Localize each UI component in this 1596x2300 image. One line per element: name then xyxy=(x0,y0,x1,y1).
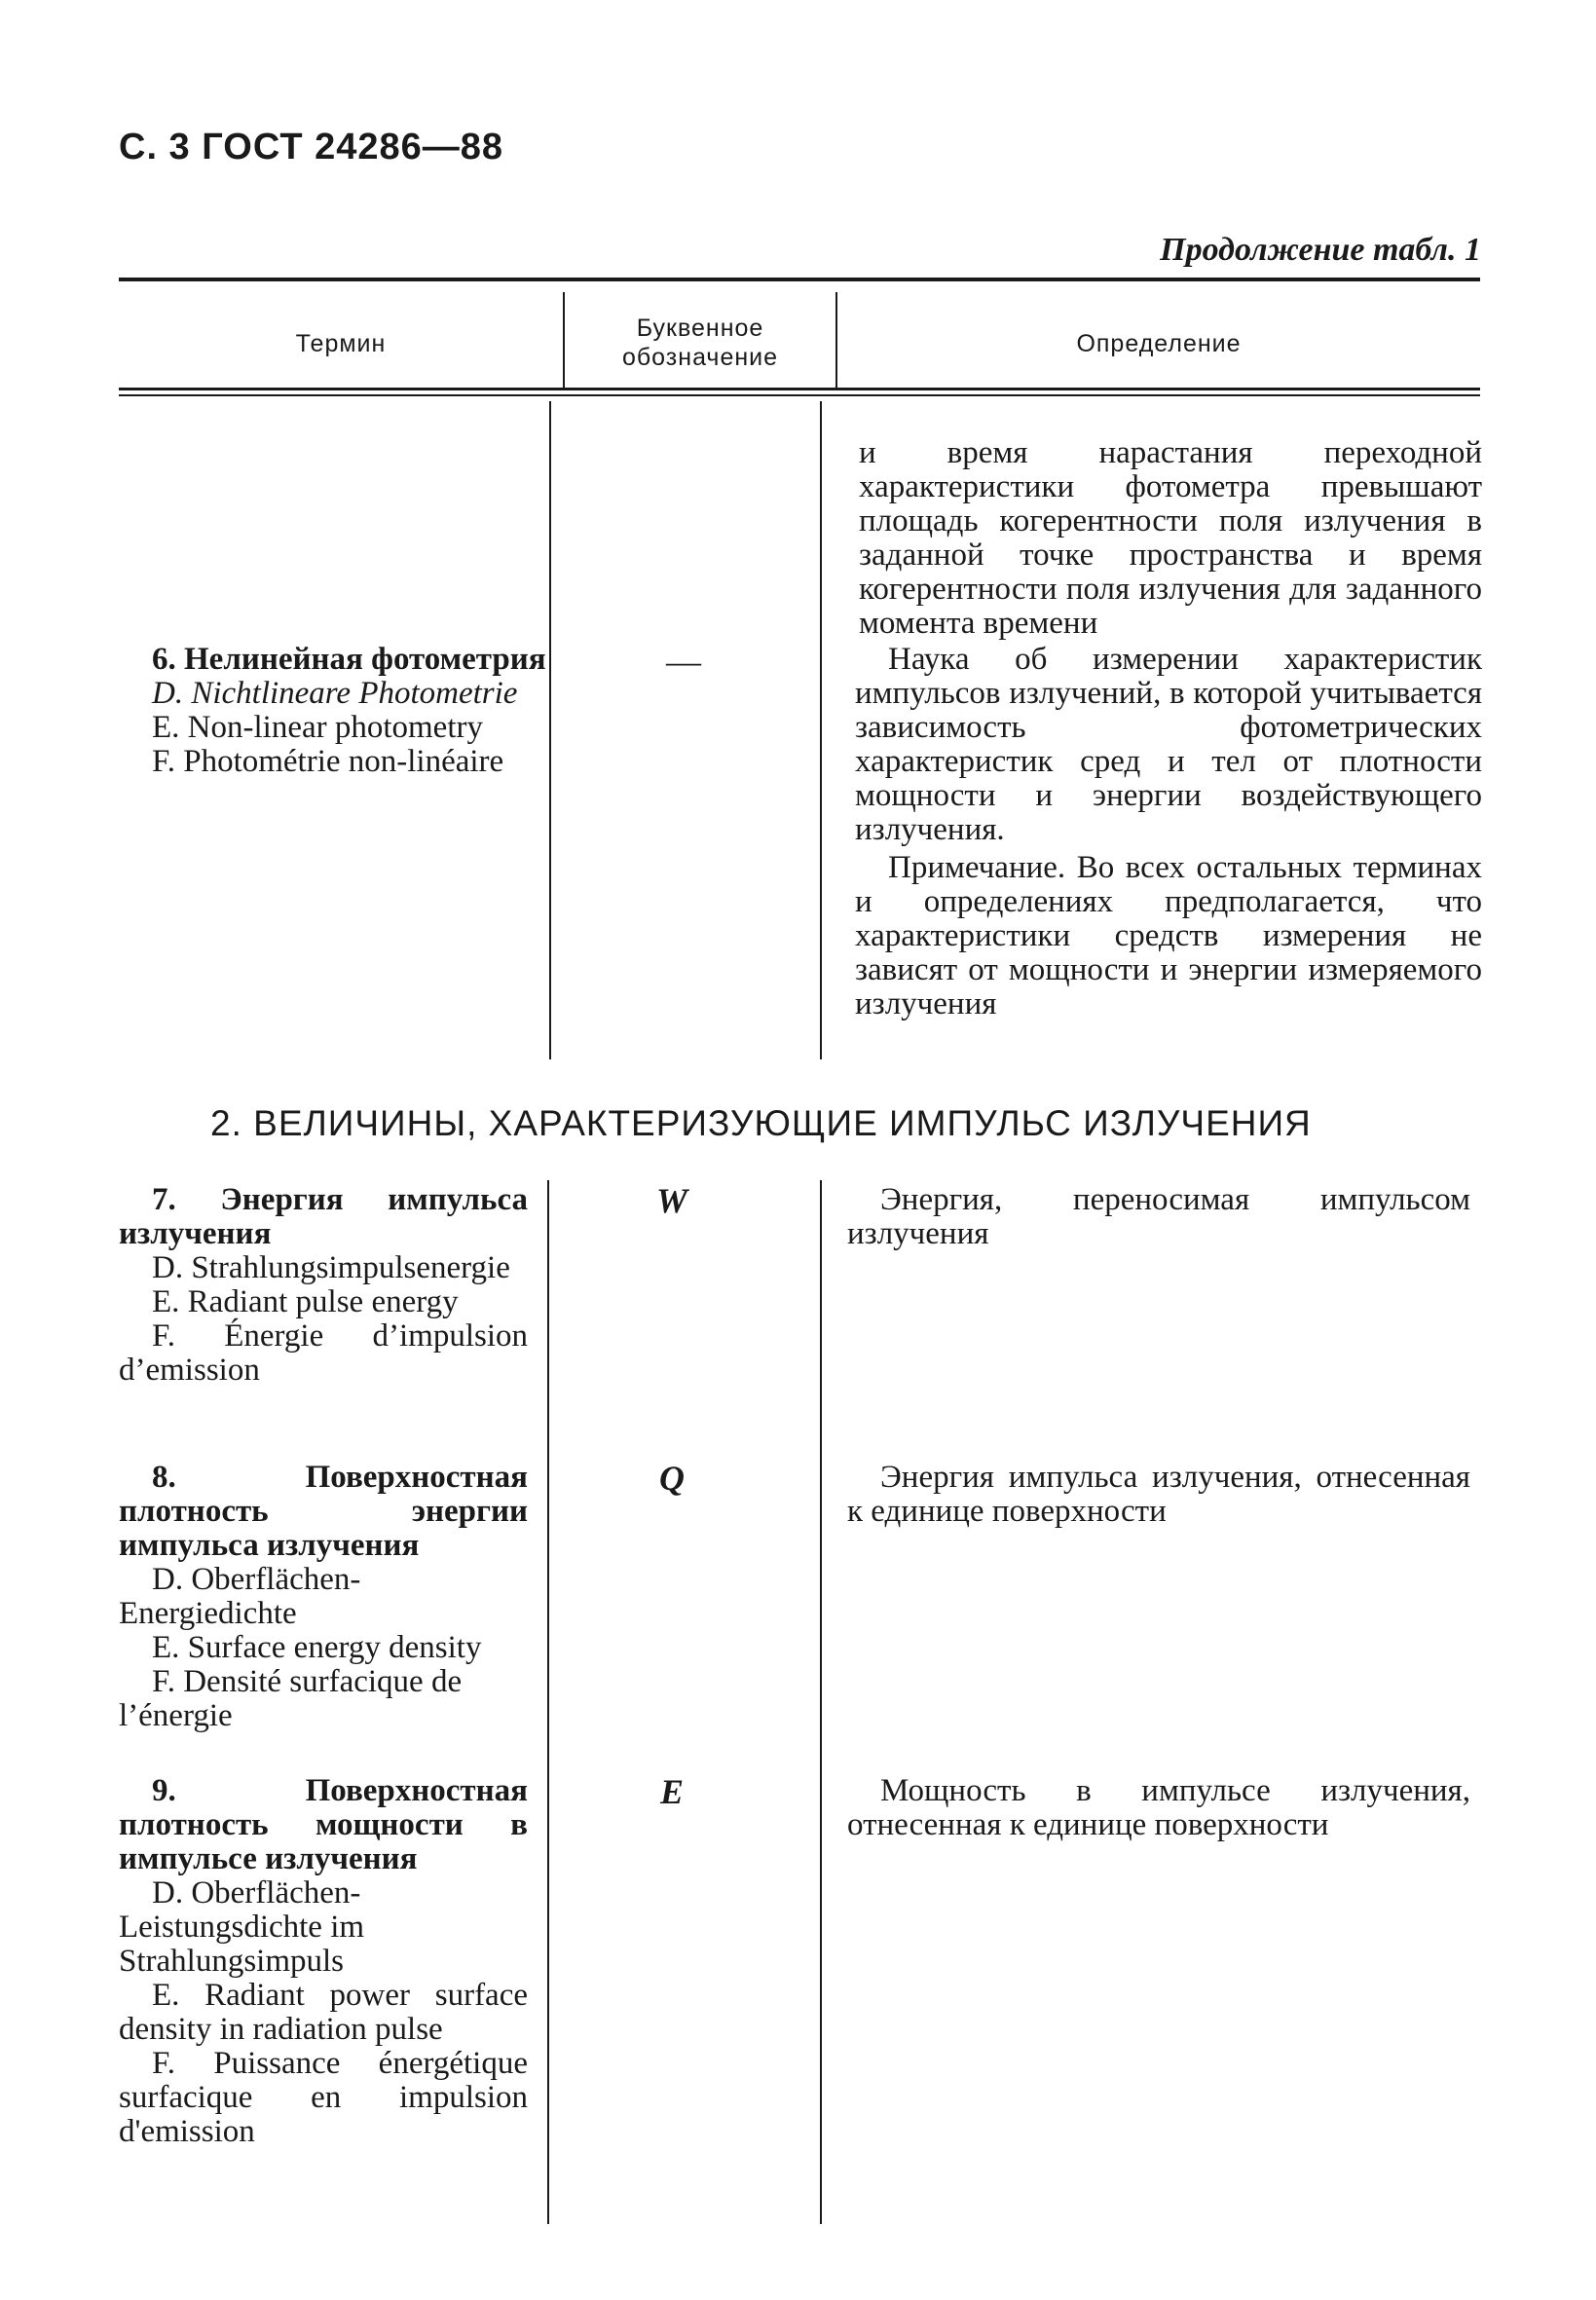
term-6 xyxy=(119,643,547,779)
term-9-de: D. Oberflächen-Leistungsdichte im Strahlungsimpuls xyxy=(119,1875,365,1979)
term-7-de: D. Strahlungsimpulsenergie xyxy=(152,1250,510,1285)
body-column-divider-1 xyxy=(549,401,551,1059)
symbol-7: W xyxy=(655,1181,687,1220)
term-8-fr: F. Densité surfacique de l’énergie xyxy=(119,1664,463,1733)
definition-9-text: Мощность в импульсе излучения, отнесенная к единице поверхности xyxy=(847,1773,1470,1842)
definition-8-text: Энергия импульса излучения, отнесенная к единице поверхности xyxy=(847,1460,1470,1529)
term-9-fr: F. Puissance énergétique surfacique en impulsion d'emission xyxy=(119,2046,528,2149)
term-7 xyxy=(119,1183,528,1388)
body-column-divider-4 xyxy=(820,1180,822,2224)
term-9 xyxy=(119,1774,528,2149)
column-header-symbol-line1: Буквенное xyxy=(636,315,764,342)
term-8-de: D. Oberflächen-Energiedichte xyxy=(119,1562,361,1631)
definition-6 xyxy=(855,643,1482,1021)
definition-7 xyxy=(847,1183,1470,1251)
term-9-ru: 9. Поверхностная плотность мощности в импульсе излучения xyxy=(119,1773,528,1876)
definition-8 xyxy=(847,1461,1470,1529)
column-header-term: Термин xyxy=(295,330,387,357)
term-7-ru: 7. Энергия импульса излучения xyxy=(119,1182,528,1251)
header-bottom-rule xyxy=(119,388,1480,390)
term-6-en: E. Non-linear photometry xyxy=(152,710,483,745)
symbol-6: — xyxy=(666,642,701,681)
definition-6-note: Примечание. Во всех остальных терминах и определениях предполагается, что характеристики средств измерения не зависят от мощности и энергии измеряемого излучения xyxy=(855,850,1482,1021)
column-header-definition: Определение xyxy=(1076,330,1242,357)
page-header: С. 3 ГОСТ 24286—88 xyxy=(119,127,504,167)
term-6-ru: 6. Нелинейная фотометрия xyxy=(152,642,546,677)
symbol-9: E xyxy=(659,1772,684,1811)
term-7-en: E. Radiant pulse energy xyxy=(152,1284,459,1319)
section-heading: 2. ВЕЛИЧИНЫ, ХАРАКТЕРИЗУЮЩИЕ ИМПУЛЬС ИЗЛУЧЕНИЯ xyxy=(210,1103,1312,1143)
body-column-divider-3 xyxy=(547,1180,549,2224)
column-header-symbol-line2: обозначение xyxy=(621,344,779,371)
column-header-symbol xyxy=(565,314,835,372)
carry-over-definition xyxy=(859,436,1482,641)
definition-7-text: Энергия, переносимая импульсом излучения xyxy=(847,1182,1470,1251)
definition-9 xyxy=(847,1774,1470,1842)
term-6-fr: F. Photométrie non-linéaire xyxy=(152,744,504,779)
term-8-en: E. Surface energy density xyxy=(152,1630,482,1665)
term-6-de: D. Nichtlineare Photometrie xyxy=(152,676,518,711)
symbol-8: Q xyxy=(659,1459,685,1498)
term-8-ru: 8. Поверхностная плотность энергии импульса излучения xyxy=(119,1460,528,1563)
header-bottom-rule-2 xyxy=(119,394,1480,396)
term-9-en: E. Radiant power surface density in radiation pulse xyxy=(119,1978,528,2047)
term-8 xyxy=(119,1461,528,1733)
term-7-fr: F. Énergie d’impulsion d’emission xyxy=(119,1318,528,1388)
table-continuation-label: Продолжение табл. 1 xyxy=(1160,232,1481,268)
body-column-divider-2 xyxy=(820,401,822,1059)
definition-6-text: Наука об измерении характеристик импульсов излучений, в которой учитывается зависимость фотометрических характеристик сред и тел от плотности мощности и энергии воздействующего излучения. xyxy=(855,642,1482,847)
carry-over-definition-text: и время нарастания переходной характеристики фотометра превышают площадь когерентности поля излучения в заданной точке пространства и время когерентности поля излучения для заданного момента времени xyxy=(859,435,1482,641)
table-top-rule xyxy=(119,278,1480,281)
